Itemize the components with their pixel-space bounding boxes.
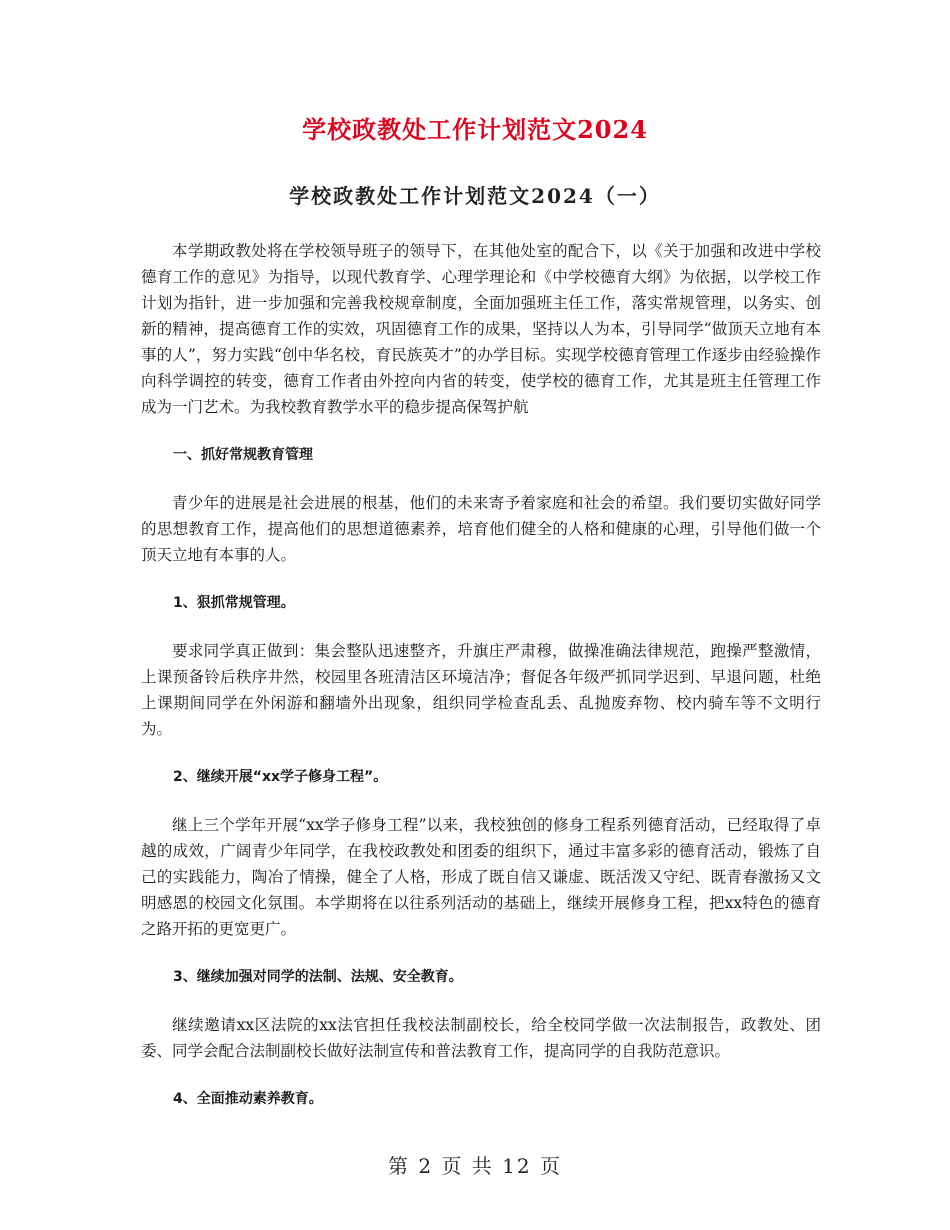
item-heading-2: 2、继续开展“xx学子修身工程”。 xyxy=(173,769,388,785)
item-paragraph-1: 要求同学真正做到：集会整队迅速整齐，升旗庄严肃穆，做操准确法律规范，跑操严整激情，上课预备铃后秩序井然，校园里各班清洁区环境洁净；督促各年级严抓同学迟到、早退问题，杜绝上课期间同学在外闲游和翻墙外出现象，组织同学检查乱丢、乱抛废弃物、校内骑车等不文明行为。 xyxy=(141,642,821,738)
section-heading-1: 一、抓好常规教育管理 xyxy=(173,447,313,463)
item-heading-3: 3、继续加强对同学的法制、法规、安全教育。 xyxy=(173,969,463,985)
document-title: 学校政教处工作计划范文2024 xyxy=(302,115,648,144)
item-paragraph-2: 继上三个学年开展“xx学子修身工程”以来，我校独创的修身工程系列德育活动，已经取得了卓越的成效，广阔青少年同学，在我校政教处和团委的组织下，通过丰富多彩的德育活动，锻炼了自己的实践能力，陶冶了情操，健全了人格，形成了既自信又谦虚、既活泼又守纪、既青春激扬又文明感恩的校园文化氛围。本学期将在以往系列活动的基础上，继续开展修身工程，把xx特色的德育之路开拓的更宽更广。 xyxy=(141,816,821,938)
intro-paragraph: 本学期政教处将在学校领导班子的领导下，在其他处室的配合下，以《关于加强和改进中学校德育工作的意见》为指导，以现代教育学、心理学理论和《中学校德育大纲》为依据，以学校工作计划为指针，进一步加强和完善我校规章制度，全面加强班主任工作，落实常规管理，以务实、创新的精神，提高德育工作的实效，巩固德育工作的成果，坚持以人为本，引导同学“做顶天立地有本事的人”，努力实践“创中华名校，育民族英才”的办学目标。实现学校德育管理工作逐步由经验操作向科学调控的转变，德育工作者由外控向内省的转变，使学校的德育工作，尤其是班主任管理工作成为一门艺术。为我校教育教学水平的稳步提高保驾护航 xyxy=(141,242,821,416)
page-number-footer: 第 2 页 共 12 页 xyxy=(388,1154,562,1178)
document-body xyxy=(141,238,821,1134)
section-paragraph-1: 青少年的进展是社会进展的根基，他们的未来寄予着家庭和社会的希望。我们要切实做好同学的思想教育工作，提高他们的思想道德素养，培育他们健全的人格和健康的心理，引导他们做一个顶天立地有本事的人。 xyxy=(141,494,821,564)
document-subtitle: 学校政教处工作计划范文2024（一） xyxy=(289,184,661,208)
item-heading-1: 1、狠抓常规管理。 xyxy=(173,595,295,611)
item-paragraph-3: 继续邀请xx区法院的xx法官担任我校法制副校长，给全校同学做一次法制报告，政教处、团委、同学会配合法制副校长做好法制宣传和普法教育工作，提高同学的自我防范意识。 xyxy=(141,1016,821,1060)
item-heading-4: 4、全面推动素养教育。 xyxy=(173,1091,323,1107)
